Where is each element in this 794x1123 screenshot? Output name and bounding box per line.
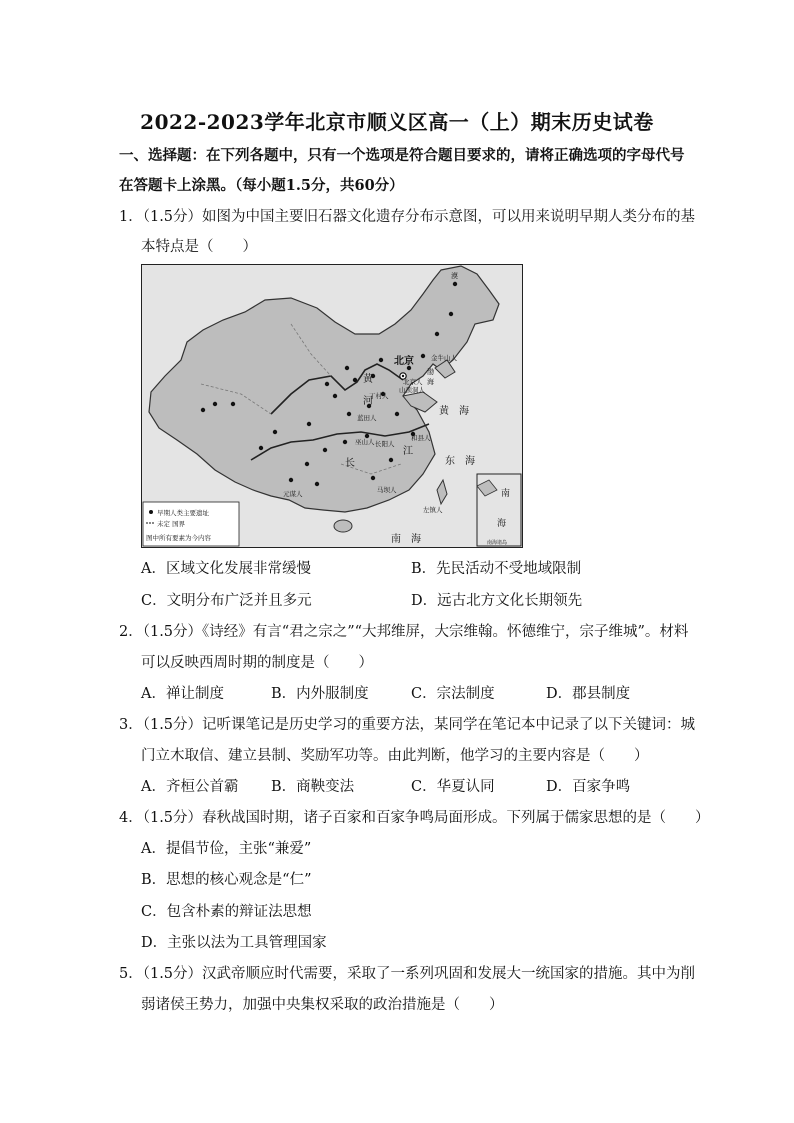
q5-stem-line1: 5．（1.5分）汉武帝顺应时代需要，采取了一系列巩固和发展大一统国家的措施。其中为削 bbox=[119, 966, 696, 982]
q3-stem-line1: 3．（1.5分）记听课笔记是历史学习的重要方法，某同学在笔记本中记录了以下关键词：城 bbox=[119, 717, 696, 733]
exam-title: 2022-2023学年北京市顺义区高一（上）期末历史试卷 bbox=[140, 110, 654, 134]
china-paleolithic-sites-map bbox=[141, 264, 523, 548]
q4-stem-line1: 4．（1.5分）春秋战国时期，诸子百家和百家争鸣局面形成。下列属于儒家思想的是（ ） bbox=[119, 810, 710, 826]
site-dot bbox=[333, 394, 337, 398]
site-dot bbox=[435, 332, 439, 336]
site-dot bbox=[379, 358, 383, 362]
label-he: 河 bbox=[363, 396, 373, 407]
label-hai: 海 bbox=[427, 378, 434, 386]
legend-site-marker bbox=[149, 510, 153, 514]
hainan-island bbox=[334, 520, 352, 532]
inset-label-nan: 南 bbox=[501, 489, 511, 499]
site-dot bbox=[323, 448, 327, 452]
q1-option-d: D．远古北方文化长期领先 bbox=[411, 593, 583, 609]
q3-option-a: A．齐桓公首霸 bbox=[141, 779, 239, 795]
q3-option-d: D．百家争鸣 bbox=[546, 779, 631, 795]
q3-option-b: B．商鞅变法 bbox=[271, 779, 355, 795]
q2-stem-line1: 2．（1.5分）《诗经》有言“君之宗之”“大邦维屏，大宗维翰。怀德维宁，宗子维城”。材料 bbox=[119, 624, 689, 640]
q4-option-b: B．思想的核心观念是“仁” bbox=[141, 872, 312, 888]
site-dot bbox=[421, 354, 425, 358]
label-beijingren: 北京人 bbox=[403, 378, 423, 386]
label-nanhai: 南 海 bbox=[391, 534, 421, 545]
site-dot bbox=[345, 366, 349, 370]
q1-option-b: B．先民活动不受地域限制 bbox=[411, 561, 582, 577]
site-dot bbox=[201, 408, 205, 412]
inset-caption: 南海诸岛 bbox=[487, 540, 508, 546]
label-jiang: 江 bbox=[403, 446, 413, 457]
label-huang: 黄 bbox=[363, 374, 373, 385]
site-dot bbox=[347, 412, 351, 416]
label-zuozhen: 左镇人 bbox=[423, 506, 443, 514]
site-dot bbox=[353, 378, 357, 382]
q2-option-d: D．郡县制度 bbox=[546, 686, 631, 702]
q2-option-b: B．内外服制度 bbox=[271, 686, 369, 702]
legend-border: 未定 国界 bbox=[157, 520, 186, 528]
south-china-sea-inset bbox=[477, 474, 521, 546]
q3-option-c: C．华夏认同 bbox=[411, 779, 495, 795]
site-dot bbox=[371, 476, 375, 480]
legend-note: 图中所有要素为今内容 bbox=[146, 534, 211, 542]
q1-option-c: C．文明分布广泛并且多元 bbox=[141, 593, 312, 609]
label-yuanmou: 元谋人 bbox=[283, 490, 303, 498]
site-dot bbox=[305, 462, 309, 466]
site-dot bbox=[213, 402, 217, 406]
section-instruction-line1: 一、选择题：在下列各题中，只有一个选项是符合题目要求的，请将正确选项的字母代号 bbox=[119, 147, 685, 164]
label-lantian: 蓝田人 bbox=[357, 414, 377, 422]
site-dot bbox=[315, 482, 319, 486]
label-changyang: 长阳人 bbox=[375, 440, 395, 448]
q2-option-a: A．禅让制度 bbox=[141, 686, 224, 702]
site-dot bbox=[307, 422, 311, 426]
label-dingcun: 丁村人 bbox=[369, 392, 389, 400]
q4-option-a: A．提倡节俭，主张“兼爱” bbox=[141, 841, 312, 857]
q4-option-c: C．包含朴素的辩证法思想 bbox=[141, 904, 312, 920]
label-beijing: 北京 bbox=[394, 356, 414, 367]
map-legend bbox=[143, 502, 239, 546]
label-maba: 马坝人 bbox=[377, 486, 397, 494]
site-dot bbox=[325, 382, 329, 386]
q2-stem-line2: 可以反映西周时期的制度是（ ） bbox=[141, 655, 373, 671]
label-jinniushan: 金牛山人 bbox=[431, 354, 457, 362]
q2-option-c: C．宗法制度 bbox=[411, 686, 495, 702]
label-mohe: 漠 bbox=[451, 272, 458, 280]
site-dot bbox=[395, 412, 399, 416]
q1-option-a: A．区域文化发展非常缓慢 bbox=[141, 561, 311, 577]
site-dot bbox=[449, 312, 453, 316]
label-hexian: 和县人 bbox=[411, 434, 431, 442]
section-instruction-line2: 在答题卡上涂黑。（每小题1.5分，共60分） bbox=[119, 177, 404, 194]
site-dot bbox=[389, 458, 393, 462]
label-bohai: 渤 bbox=[427, 368, 434, 376]
q1-stem-line1: 1．（1.5分）如图为中国主要旧石器文化遗存分布示意图，可以用来说明早期人类分布的基 bbox=[119, 209, 696, 225]
label-wushan: 巫山人 bbox=[355, 438, 375, 446]
site-dot bbox=[231, 402, 235, 406]
q4-option-d: D．主张以法为工具管理国家 bbox=[141, 935, 327, 951]
site-dot bbox=[259, 446, 263, 450]
label-huanghai: 黄 海 bbox=[439, 406, 469, 417]
site-dot bbox=[289, 478, 293, 482]
site-dot bbox=[273, 430, 277, 434]
q3-stem-line2: 门立木取信、建立县制、奖励军功等。由此判断，他学习的主要内容是（ ） bbox=[141, 748, 649, 764]
label-chang: 长 bbox=[345, 458, 355, 469]
inset-label-hai: 海 bbox=[497, 519, 507, 529]
legend-site: 早期人类主要遗址 bbox=[157, 509, 209, 517]
label-donghai: 东 海 bbox=[445, 456, 475, 467]
q5-stem-line2: 弱诸侯王势力，加强中央集权采取的政治措施是（ ） bbox=[141, 997, 504, 1013]
site-dot bbox=[343, 440, 347, 444]
q1-stem-line2: 本特点是（ ） bbox=[141, 239, 257, 255]
site-dot bbox=[453, 282, 457, 286]
label-shandingdong: 山顶洞人 bbox=[399, 386, 425, 394]
